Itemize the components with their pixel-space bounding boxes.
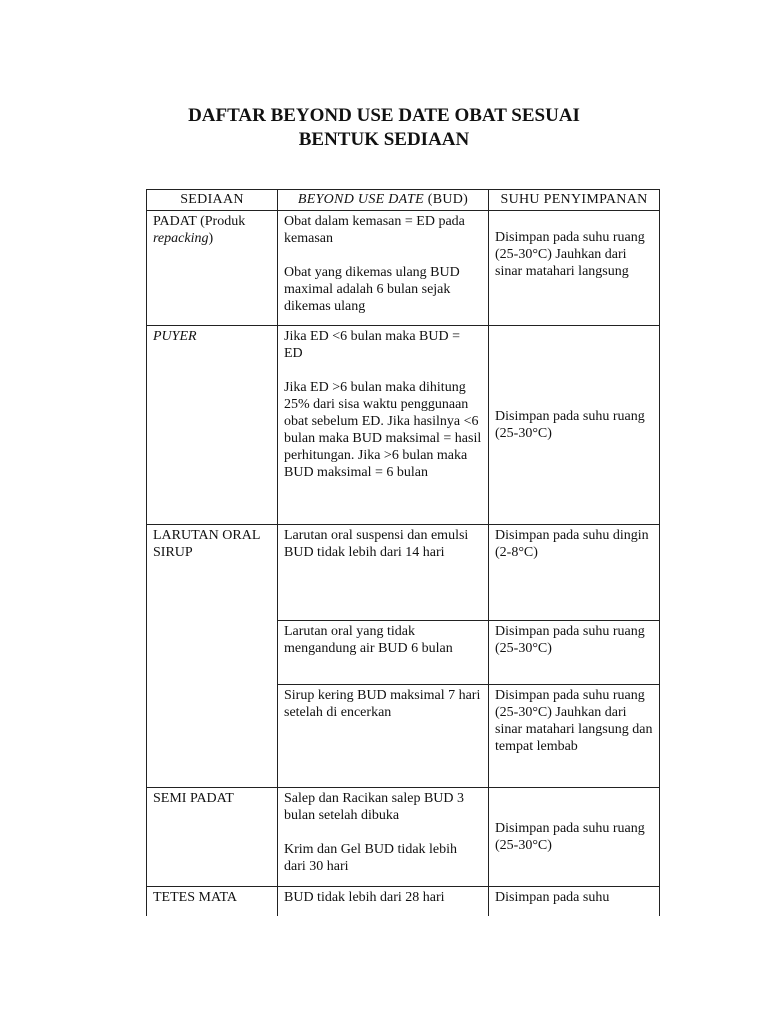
header-suhu: SUHU PENYIMPANAN xyxy=(489,190,660,211)
sediaan-puyer-label: PUYER xyxy=(153,329,197,344)
header-bud-italic: BEYOND USE DATE xyxy=(297,192,424,207)
cell-bud-semipadat xyxy=(278,788,489,887)
sediaan-padat-tail: ) xyxy=(208,231,214,246)
header-bud xyxy=(278,190,489,211)
cell-bud-larutan-1: Larutan oral suspensi dan emulsi BUD tidak lebih dari 14 hari xyxy=(278,525,489,621)
bud-table xyxy=(146,189,660,927)
bud-padat-para-1: Obat dalam kemasan = ED pada kemasan xyxy=(284,214,465,246)
bud-padat-para-2: Obat yang dikemas ulang BUD maximal adalah 6 bulan sejak dikemas ulang xyxy=(284,265,460,314)
table-row-puyer xyxy=(147,326,660,525)
page-title-line-1: DAFTAR BEYOND USE DATE OBAT SESUAI xyxy=(188,105,580,126)
cell-suhu-padat: Disimpan pada suhu ruang (25-30°C) Jauhkan dari sinar matahari langsung xyxy=(489,211,660,326)
header-sediaan: SEDIAAN xyxy=(147,190,278,211)
bud-semipadat-para-1: Salep dan Racikan salep BUD 3 bulan setelah dibuka xyxy=(284,791,465,823)
sediaan-padat-italic: repacking xyxy=(153,231,209,246)
cell-bud-padat xyxy=(278,211,489,326)
cell-sediaan-puyer xyxy=(147,326,278,525)
page-title xyxy=(0,104,768,152)
sediaan-padat-label: PADAT (Produk xyxy=(153,214,246,229)
table-row-semipadat xyxy=(147,788,660,887)
cell-sediaan-tetesmata: TETES MATA xyxy=(147,887,278,927)
bud-puyer-para-1: Jika ED <6 bulan maka BUD = ED xyxy=(284,329,460,361)
table-row-padat xyxy=(147,211,660,326)
cell-sediaan-larutan: LARUTAN ORAL SIRUP xyxy=(147,525,278,788)
cell-bud-larutan-3: Sirup kering BUD maksimal 7 hari setelah di encerkan xyxy=(278,685,489,788)
page-cutoff-mask xyxy=(146,916,660,1024)
table-header-row xyxy=(147,190,660,211)
header-bud-suffix: (BUD) xyxy=(423,192,469,207)
cell-suhu-tetesmata: Disimpan pada suhu xyxy=(489,887,660,927)
bud-semipadat-para-2: Krim dan Gel BUD tidak lebih dari 30 hari xyxy=(284,842,458,874)
page-title-line-2: BENTUK SEDIAAN xyxy=(298,129,470,150)
bud-puyer-para-2: Jika ED >6 bulan maka dihitung 25% dari sisa waktu penggunaan obat sebelum ED. Jika hasilnya <6 bulan maka BUD maksimal = hasil perhitungan. Jika >6 bulan maka BUD maksimal = 6 bulan xyxy=(284,380,482,480)
cell-suhu-larutan-2: Disimpan pada suhu ruang (25-30°C) xyxy=(489,621,660,685)
cell-sediaan-semipadat: SEMI PADAT xyxy=(147,788,278,887)
cell-bud-larutan-2: Larutan oral yang tidak mengandung air BUD 6 bulan xyxy=(278,621,489,685)
cell-suhu-semipadat: Disimpan pada suhu ruang (25-30°C) xyxy=(489,788,660,887)
cell-suhu-larutan-1: Disimpan pada suhu dingin (2-8°C) xyxy=(489,525,660,621)
cell-bud-puyer xyxy=(278,326,489,525)
table-row-larutan-1 xyxy=(147,525,660,621)
cell-sediaan-padat xyxy=(147,211,278,326)
cell-suhu-puyer: Disimpan pada suhu ruang (25-30°C) xyxy=(489,326,660,525)
cell-bud-tetesmata: BUD tidak lebih dari 28 hari xyxy=(278,887,489,927)
cell-suhu-larutan-3: Disimpan pada suhu ruang (25-30°C) Jauhkan dari sinar matahari langsung dan tempat lembab xyxy=(489,685,660,788)
